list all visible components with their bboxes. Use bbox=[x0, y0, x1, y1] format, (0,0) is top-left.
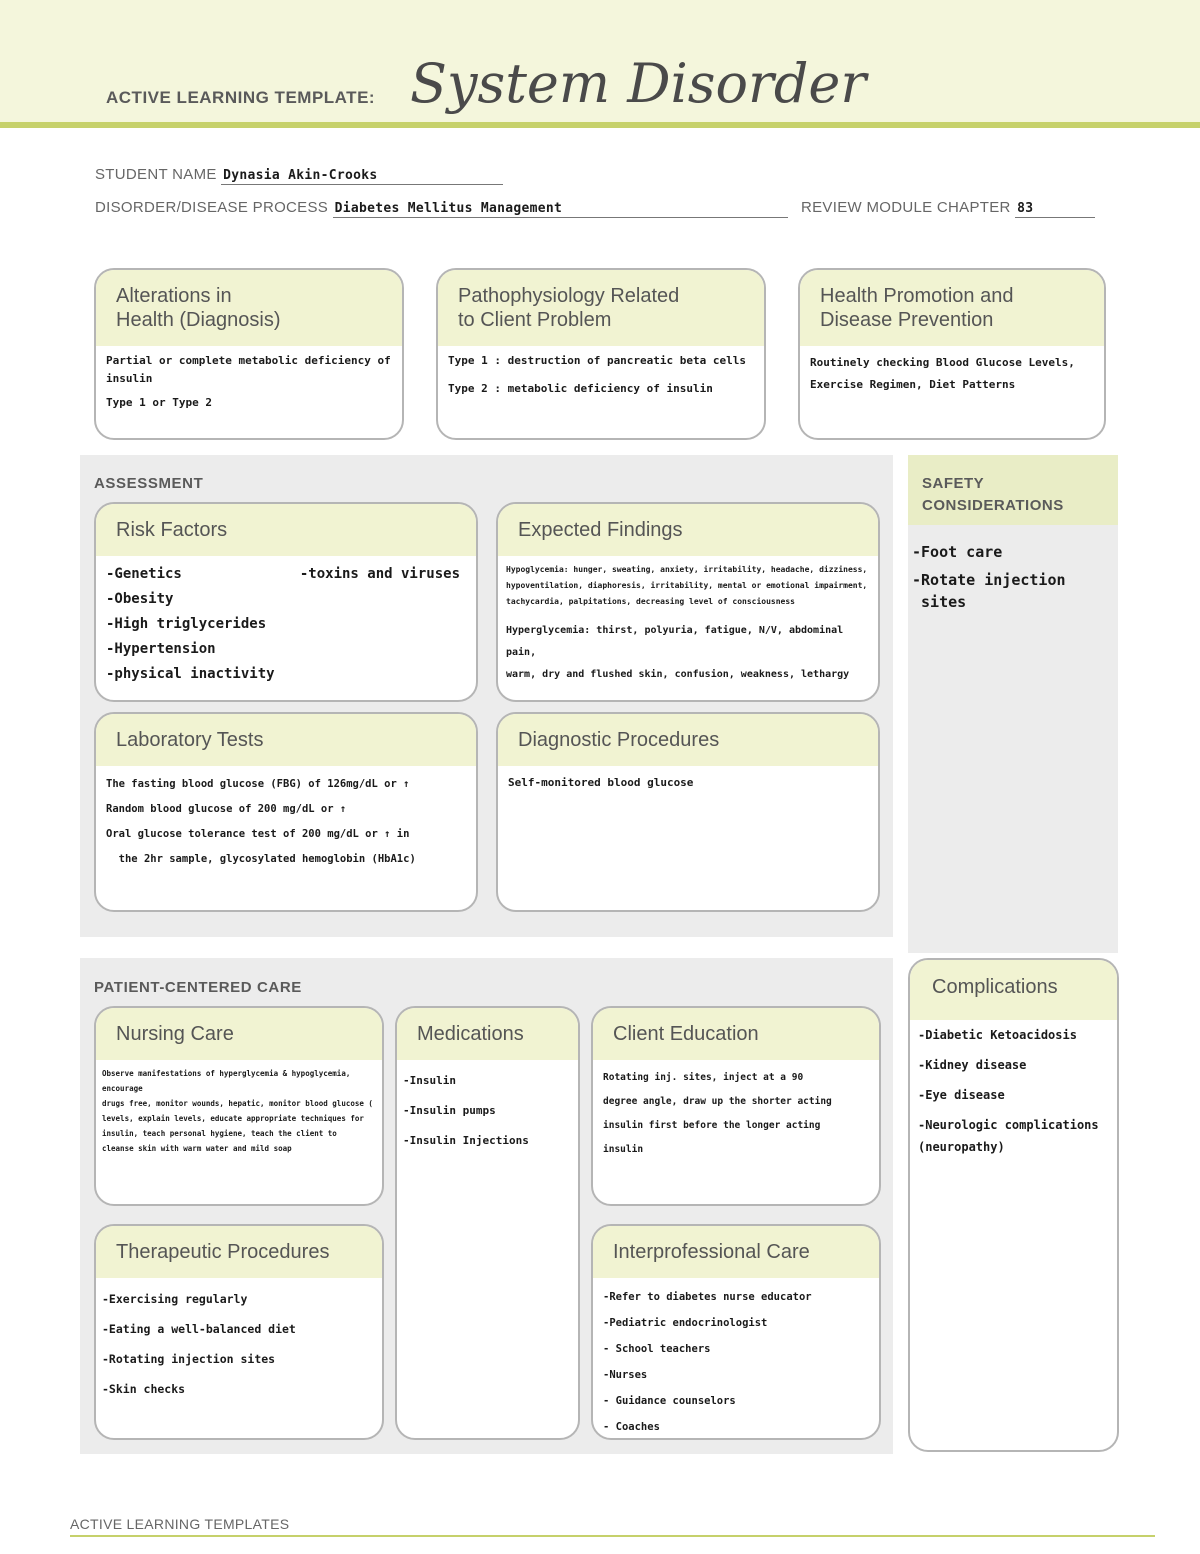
text-line: cleanse skin with warm water and mild soap bbox=[102, 1144, 292, 1153]
header-divider bbox=[0, 122, 1200, 128]
disorder-field bbox=[95, 199, 788, 218]
text-line: (neuropathy) bbox=[918, 1140, 1005, 1154]
disorder-value[interactable]: Diabetes Mellitus Management bbox=[333, 201, 788, 218]
text-line: -Nurses bbox=[603, 1369, 648, 1381]
template-title: System Disorder bbox=[410, 52, 867, 115]
therapeutic-procedures-title: Therapeutic Procedures bbox=[96, 1226, 382, 1278]
text-line: hypoventilation, diaphoresis, irritability, mental or emotional impairment, bbox=[506, 581, 868, 590]
text-line: Random blood glucose of 200 mg/dL or ↑ bbox=[106, 803, 347, 815]
client-education-title: Client Education bbox=[593, 1008, 879, 1060]
text-line: -Genetics -toxins and viruses bbox=[106, 566, 461, 582]
diagnostic-procedures-box bbox=[496, 712, 880, 912]
template-label: ACTIVE LEARNING TEMPLATE: bbox=[106, 88, 376, 107]
student-name-label: STUDENT NAME bbox=[95, 166, 217, 183]
text-line: Rotating inj. sites, inject at a 90 bbox=[603, 1072, 804, 1083]
disorder-label: DISORDER/DISEASE PROCESS bbox=[95, 199, 329, 216]
interprofessional-care-box bbox=[591, 1224, 881, 1440]
text-line: -Pediatric endocrinologist bbox=[603, 1317, 768, 1329]
alterations-box bbox=[94, 268, 404, 440]
pathophysiology-title: Pathophysiology Related to Client Problem bbox=[438, 270, 764, 346]
text-line: Routinely checking Blood Glucose Levels, bbox=[810, 356, 1075, 369]
text-line: -Hypertension bbox=[106, 641, 216, 657]
nursing-care-content[interactable] bbox=[96, 1060, 382, 1156]
text-line: - School teachers bbox=[603, 1343, 711, 1355]
client-education-content[interactable] bbox=[593, 1060, 879, 1162]
text-line: -Rotate injection bbox=[912, 571, 1066, 589]
text-line: warm, dry and flushed skin, confusion, weakness, lethargy bbox=[506, 669, 850, 680]
safety-considerations-content[interactable] bbox=[912, 538, 1116, 616]
health-promotion-content[interactable] bbox=[800, 346, 1104, 396]
medications-content[interactable] bbox=[397, 1060, 578, 1156]
laboratory-tests-box bbox=[94, 712, 478, 912]
text-line: -Obesity bbox=[106, 591, 174, 607]
text-line: Exercise Regimen, Diet Patterns bbox=[810, 378, 1016, 391]
risk-factors-box bbox=[94, 502, 478, 702]
student-name-value[interactable]: Dynasia Akin-Crooks bbox=[221, 168, 503, 185]
text-line: -Exercising regularly bbox=[102, 1292, 248, 1306]
text-line: -Skin checks bbox=[102, 1382, 186, 1396]
chapter-field bbox=[801, 199, 1095, 218]
text-line: -Kidney disease bbox=[918, 1058, 1027, 1072]
risk-factors-title: Risk Factors bbox=[96, 504, 476, 556]
pathophysiology-box bbox=[436, 268, 766, 440]
text-line: -High triglycerides bbox=[106, 616, 267, 632]
text-line: Oral glucose tolerance test of 200 mg/dL or ↑ in bbox=[106, 828, 410, 840]
text-line: -Insulin Injections bbox=[403, 1134, 529, 1147]
text-line: Type 2 : metabolic deficiency of insulin bbox=[448, 382, 713, 395]
client-education-box bbox=[591, 1006, 881, 1206]
complications-content[interactable] bbox=[910, 1020, 1117, 1162]
text-line: -Diabetic Ketoacidosis bbox=[918, 1028, 1077, 1042]
interprofessional-care-title: Interprofessional Care bbox=[593, 1226, 879, 1278]
text-line: sites bbox=[912, 593, 967, 611]
text-line: Self-monitored blood glucose bbox=[508, 776, 694, 789]
footer-text: ACTIVE LEARNING TEMPLATES bbox=[70, 1516, 290, 1532]
laboratory-tests-content[interactable] bbox=[96, 766, 476, 872]
pathophysiology-content[interactable] bbox=[438, 346, 764, 398]
text-line: drugs free, monitor wounds, hepatic, monitor blood glucose ( bbox=[102, 1099, 373, 1108]
interprofessional-care-content[interactable] bbox=[593, 1278, 879, 1440]
text-line: Partial or complete metabolic deficiency of bbox=[106, 354, 391, 367]
alterations-title: Alterations in Health (Diagnosis) bbox=[96, 270, 402, 346]
text-line: - Coaches bbox=[603, 1421, 660, 1433]
health-promotion-box bbox=[798, 268, 1106, 440]
diagnostic-procedures-title: Diagnostic Procedures bbox=[498, 714, 878, 766]
text-line: -Neurologic complications bbox=[918, 1118, 1099, 1132]
text-line: insulin bbox=[106, 372, 153, 385]
chapter-label: REVIEW MODULE CHAPTER bbox=[801, 199, 1011, 216]
complications-title: Complications bbox=[910, 960, 1117, 1020]
text-line: - Guidance counselors bbox=[603, 1395, 736, 1407]
text-line: -Insulin pumps bbox=[403, 1104, 496, 1117]
complications-box bbox=[908, 958, 1119, 1452]
text-line: Hyperglycemia: thirst, polyuria, fatigue, N/V, abdominal pain, bbox=[506, 625, 850, 658]
text-line: -Insulin bbox=[403, 1074, 456, 1087]
expected-findings-content[interactable] bbox=[498, 556, 878, 686]
text-line: -Foot care bbox=[912, 543, 1003, 561]
medications-title: Medications bbox=[397, 1008, 578, 1060]
text-line: Observe manifestations of hyperglycemia & hypoglycemia, encourage bbox=[102, 1069, 355, 1093]
chapter-value[interactable]: 83 bbox=[1015, 201, 1095, 218]
nursing-care-title: Nursing Care bbox=[96, 1008, 382, 1060]
expected-findings-box bbox=[496, 502, 880, 702]
patient-centered-care-label: PATIENT-CENTERED CARE bbox=[94, 979, 302, 996]
text-line: -Eye disease bbox=[918, 1088, 1005, 1102]
text-line: degree angle, draw up the shorter acting bbox=[603, 1096, 832, 1107]
risk-factors-content[interactable] bbox=[96, 556, 476, 687]
medications-box bbox=[395, 1006, 580, 1440]
text-line: levels, explain levels, educate appropriate techniques for bbox=[102, 1114, 364, 1123]
safety-considerations-title: SAFETY CONSIDERATIONS bbox=[908, 455, 1118, 525]
text-line: -Rotating injection sites bbox=[102, 1352, 276, 1366]
text-line: -Refer to diabetes nurse educator bbox=[603, 1291, 812, 1303]
student-name-field bbox=[95, 166, 503, 185]
health-promotion-title: Health Promotion and Disease Prevention bbox=[800, 270, 1104, 346]
therapeutic-procedures-box bbox=[94, 1224, 384, 1440]
text-line: insulin bbox=[603, 1144, 644, 1155]
text-line: Type 1 or Type 2 bbox=[106, 396, 212, 409]
safety-panel bbox=[908, 455, 1118, 953]
text-line: the 2hr sample, glycosylated hemoglobin (HbA1c) bbox=[106, 853, 416, 865]
text-line: insulin first before the longer acting bbox=[603, 1120, 821, 1131]
alterations-content[interactable] bbox=[96, 346, 402, 412]
text-line: insulin, teach personal hygiene, teach the client to bbox=[102, 1129, 337, 1138]
expected-findings-title: Expected Findings bbox=[498, 504, 878, 556]
text-line: Type 1 : destruction of pancreatic beta cells bbox=[448, 354, 747, 367]
footer-divider bbox=[70, 1535, 1155, 1537]
assessment-label: ASSESSMENT bbox=[94, 475, 204, 492]
text-line: -physical inactivity bbox=[106, 666, 275, 682]
text-line: -Eating a well-balanced diet bbox=[102, 1322, 296, 1336]
text-line: tachycardia, palpitations, decreasing level of consciousness bbox=[506, 597, 795, 606]
diagnostic-procedures-content[interactable] bbox=[498, 766, 878, 794]
text-line: Hypoglycemia: hunger, sweating, anxiety, irritability, headache, dizziness, bbox=[506, 565, 868, 574]
laboratory-tests-title: Laboratory Tests bbox=[96, 714, 476, 766]
text-line: The fasting blood glucose (FBG) of 126mg/dL or ↑ bbox=[106, 778, 410, 790]
nursing-care-box bbox=[94, 1006, 384, 1206]
therapeutic-procedures-content[interactable] bbox=[96, 1278, 382, 1404]
